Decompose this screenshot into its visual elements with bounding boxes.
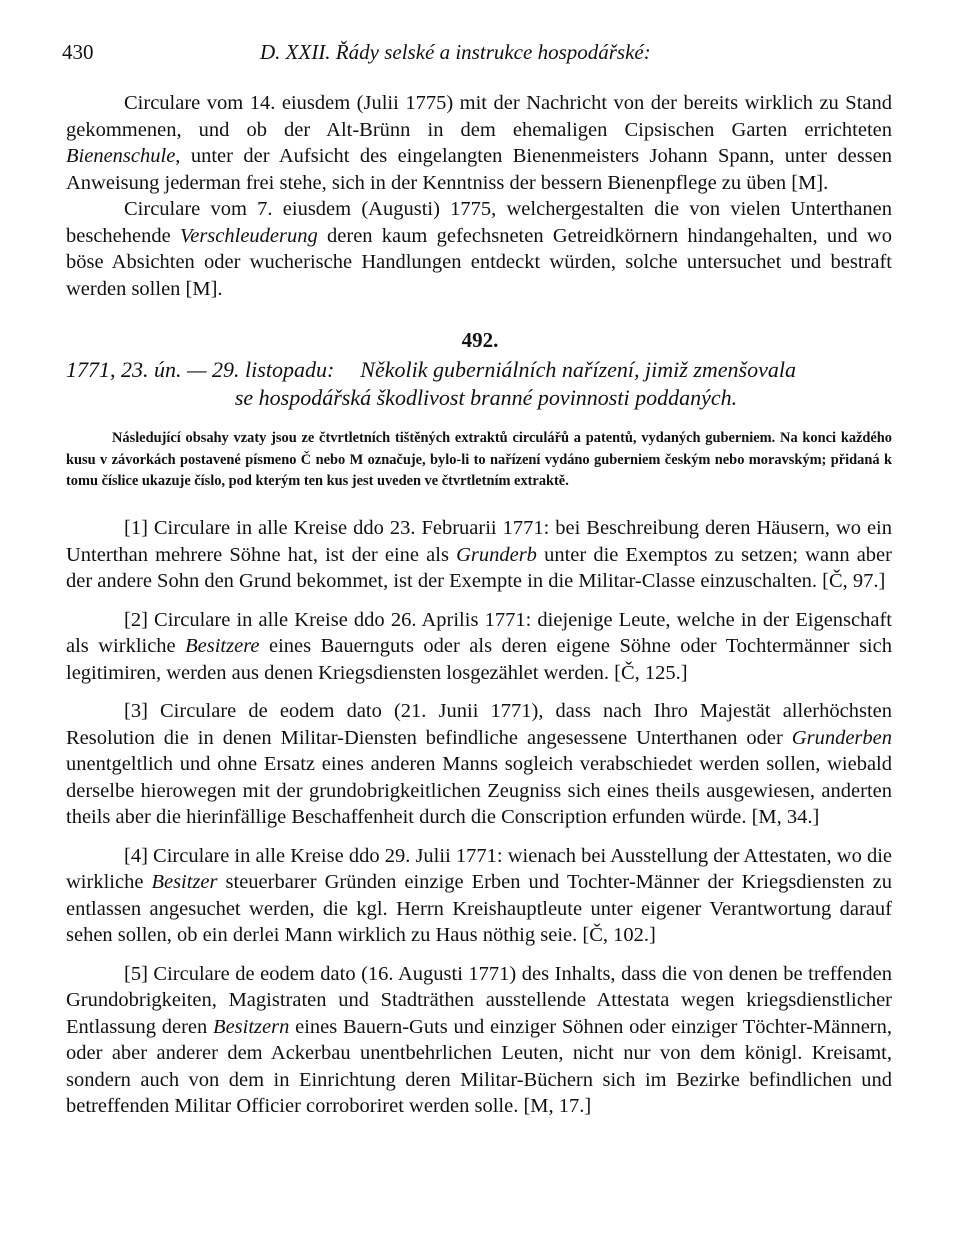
paragraph-circulare-july: Circulare vom 14. eiusdem (Julii 1775) mit der Nachricht von der bereits wirklich zu Stand gekommenen, und ob der Alt-Brünn in dem ehemaligen Cipsischen Garten errichteten Bienenschule, unter der Aufsicht des eingelangten Bienenmeisters Johann Spann, unter dessen Anweisung jederman frei stehe, sich in der Kenntniss der bessern Bienenpflege zu üben [M]. [66,92,892,194]
page-header [62,40,898,70]
emphasis-term: Bienenschule [66,145,176,167]
emphasis-term: Besitzer [151,871,218,893]
paragraph-circulare-august: Circulare vom 7. eiusdem (Augusti) 1775, welchergestalten die von vielen Unterthanen beschehende Verschleuderung deren kaum gefechsneten Getreidkörnern hindangehalten, und wo böse Absichten oder wucherische Handlungen entdeckt würden, solche untersuchet und bestraft werden sollen [M]. [66,198,892,300]
document-heading [66,356,896,412]
document-number: 492. [461,328,499,352]
preceding-entries [66,90,892,302]
running-title: D. XXII. Řády selské a instrukce hospodářské: [260,40,651,64]
emphasis-term: Grunderb [456,543,537,566]
emphasis-term: Besitzern [213,1015,290,1038]
document-title-line-1: Několik guberniálních nařízení, jimiž zmenšovala [360,357,796,382]
entry-4: [4] Circulare in alle Kreise ddo 29. Julii 1771: wienach bei Ausstellung der Attestaten, wo die wirkliche Besitzer steuerbarer Gründen einzige Erben und Tochter-Männer der Kriegsdiensten zu entlassen angesuchet werden, die kgl. Herrn Kreishauptleute unter eigener Verantwortung darauf sehen sollen, ob ein derlei Mann wirklich zu Haus nöthig seie. [Č, 102.] [66,844,892,946]
page-number: 430 [62,40,94,64]
entry-2: [2] Circulare in alle Kreise ddo 26. Aprilis 1771: diejenige Leute, welche in der Eigenschaft als wirkliche Besitzere eines Bauernguts oder als deren eigene Söhne oder Tochtermänner sich legitimiren, werden aus denen Kriegsdiensten losgezählet werden. [Č, 125.] [66,608,892,684]
emphasis-term: Besitzere [185,635,260,657]
document-title-line-2: se hospodářská škodlivost branné povinnosti poddaných. [234,385,738,410]
circular-entries [66,515,892,1132]
editorial-note: Následující obsahy vzaty jsou ze čtvrtletních tištěných extraktů circulářů a patentů, vydaných guberniem. Na konci každého kusu v závorkách postavené písmeno Č nebo M označuje, bylo-li to nařízení vydáno guberniem českým nebo moravským; přidaná k tomu číslice ukazuje číslo, pod kterým ten kus jest uveden ve čtvrtletním extraktě. [66,430,892,489]
entry-1: [1] Circulare in alle Kreise ddo 23. Februarii 1771: bei Beschreibung deren Häusern, wo ein Unterthan mehrere Söhne hat, ist der eine als Grunderb unter die Exemptos zu setzen; wann aber der andere Sohn den Grund bekommet, ist der Exempte in die Militar-Classe einzuschalten. [Č, 97.] [66,517,892,592]
emphasis-term: Verschleuderung [179,224,318,247]
entry-5: [5] Circulare de eodem dato (16. Augusti 1771) des Inhalts, dass die von denen be treffenden Grundobrigkeiten, Magistraten und Stadträthen ausstellende Attestata wegen kriegsdienstlicher Entlassung deren Besitzern eines Bauern-Guts und einziger Söhnen oder einziger Töchter-Männern, oder aber anderer dem Ackerbau unentbehrlichen Leuten, nicht nur von dem königl. Kreisamt, sondern auch von dem in Einrichtung deren Militar-Büchern sich im Bezirke befindlichen und betreffenden Militar Officier corroboriret werden solle. [M, 17.] [66,962,892,1117]
document-date: 1771, 23. ún. — 29. listopadu: [66,357,335,382]
emphasis-term: Grunderben [791,726,892,749]
entry-3: [3] Circulare de eodem dato (21. Junii 1771), dass nach Ihro Majestät allerhöchsten Resolution die in denen Militar-Diensten befindliche angesessene Unterthanen oder Grunderben unentgeltlich und ohne Ersatz eines anderen Manns sogleich verabschiedet werden sollen, wiebald derselbe hierowegen mit der grundobrigkeitlichen Zeugniss sich eines theils ausgewiesen, anderten theils aber die hierinfällige Beschaffenheit durch die Conscription erfunden würde. [M, 34.] [66,700,892,828]
